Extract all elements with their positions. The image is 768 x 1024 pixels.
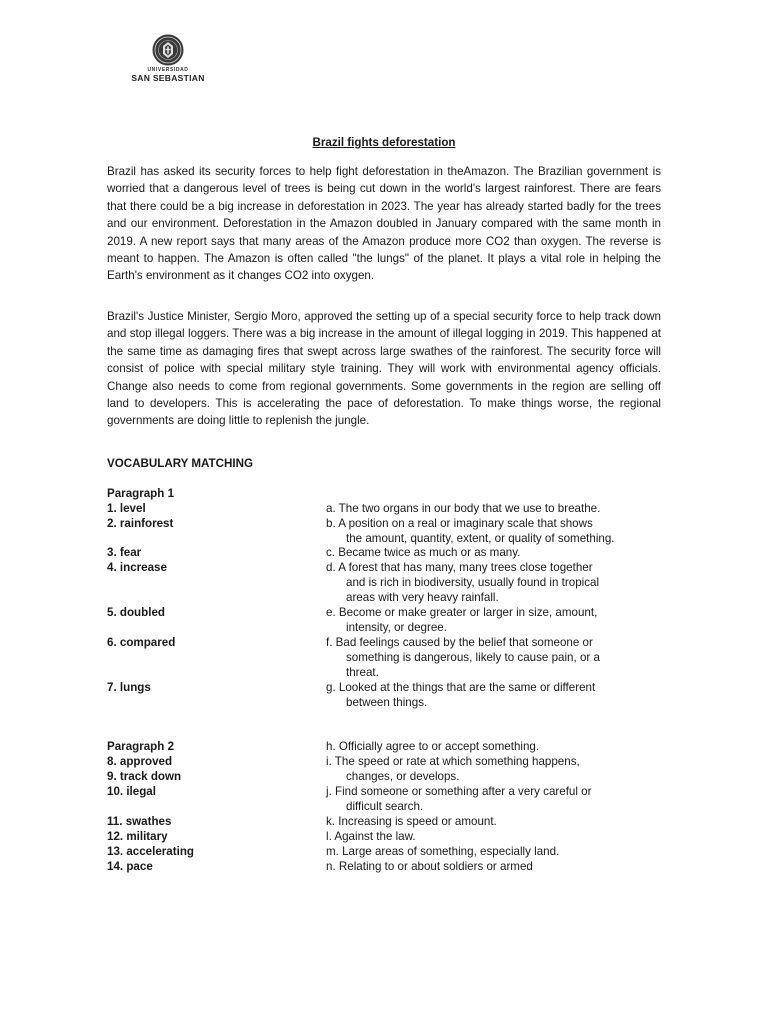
vocab-word: 5. doubled — [107, 606, 165, 619]
definition-line: intensity, or degree. — [346, 620, 447, 634]
vocab-word: 11. swathes — [107, 815, 172, 828]
definition-line: i. The speed or rate at which something happens, — [326, 755, 580, 768]
definition-i — [326, 755, 580, 785]
vocab-word: 4. increase — [107, 561, 167, 574]
definition-line: and is rich in biodiversity, usually found in tropical — [346, 575, 600, 589]
definition-line: k. Increasing is speed or amount. — [326, 815, 497, 828]
definition-line: changes, or develops. — [346, 769, 460, 783]
definition-line: the amount, quantity, extent, or quality of something. — [346, 531, 615, 545]
definition-d — [326, 561, 599, 606]
definition-line: a. The two organs in our body that we use to breathe. — [326, 502, 601, 515]
definition-b — [326, 517, 615, 547]
section-label-paragraph-1: Paragraph 1 — [107, 487, 175, 500]
definition-line: b. A position on a real or imaginary scale that shows — [326, 517, 593, 530]
definition-l — [326, 830, 416, 845]
definition-line: l. Against the law. — [326, 830, 416, 843]
definition-line: threat. — [346, 665, 379, 679]
definition-c — [326, 546, 520, 561]
vocab-word: 7. lungs — [107, 681, 151, 694]
vocab-word: 3. fear — [107, 546, 142, 559]
definition-line: areas with very heavy rainfall. — [346, 590, 499, 604]
definition-line: h. Officially agree to or accept something. — [326, 740, 540, 753]
definition-line: d. A forest that has many, many trees close together — [326, 561, 593, 574]
logo-text-main: SAN SEBASTIAN — [131, 73, 205, 83]
definition-line: f. Bad feelings caused by the belief that someone or — [326, 636, 593, 649]
vocab-word: 6. compared — [107, 636, 176, 649]
vocab-word: 14. pace — [107, 860, 153, 873]
definition-line: difficult search. — [346, 799, 424, 813]
definition-a — [326, 502, 600, 517]
definition-n — [326, 860, 533, 875]
vocab-word: 10. ilegal — [107, 785, 156, 798]
definition-line: between things. — [346, 695, 428, 709]
definition-g — [326, 681, 595, 711]
definition-line: j. Find someone or something after a very careful or — [326, 785, 592, 798]
university-seal-icon — [152, 34, 184, 66]
vocab-word: 13. accelerating — [107, 845, 195, 858]
definition-line: c. Became twice as much or as many. — [326, 546, 521, 559]
definition-f — [326, 636, 600, 681]
section-label-paragraph-2: Paragraph 2 — [107, 740, 175, 753]
vocab-word: 8. approved — [107, 755, 173, 768]
paragraph-2: Brazil's Justice Minister, Sergio Moro, approved the setting up of a special security force to help track down and stop illegal loggers. There was a big increase in the amount of illegal logging in 2019. This happened at the same time as damaging fires that swept across large swathes of the rainforest. The security force will consist of police with special military style training. They will work with environmental agency officials. Change also needs to come from regional governments. Some governments in the region are selling off land to developers. This is accelerating the pace of deforestation. To make things worse, the regional governments are doing little to replenish the jungle. — [107, 310, 661, 428]
vocab-word: 1. level — [107, 502, 146, 515]
definition-line: m. Large areas of something, especially land. — [326, 845, 560, 858]
university-logo — [122, 34, 214, 83]
definition-k — [326, 815, 497, 830]
vocabulary-heading: VOCABULARY MATCHING — [107, 457, 253, 470]
definition-h — [326, 740, 539, 755]
vocab-word: 2. rainforest — [107, 517, 174, 530]
definition-m — [326, 845, 559, 860]
definition-line: g. Looked at the things that are the same or different — [326, 681, 596, 694]
vocab-word: 9. track down — [107, 770, 182, 783]
definition-e — [326, 606, 597, 636]
definition-line: n. Relating to or about soldiers or armed — [326, 860, 533, 873]
vocab-word: 12. military — [107, 830, 168, 843]
definition-line: e. Become or make greater or larger in size, amount, — [326, 606, 598, 619]
definition-j — [326, 785, 592, 815]
document-title: Brazil fights deforestation — [312, 136, 456, 149]
paragraph-1: Brazil has asked its security forces to help fight deforestation in theAmazon. The Brazilian government is worried that a dangerous level of trees is being cut down in the world's largest rainforest. There are fears that there could be a big increase in deforestation in 2023. The year has already started badly for the trees and our environment. Deforestation in the Amazon doubled in January compared with the same month in 2019. A new report says that many areas of the Amazon produce more CO2 than oxygen. The reverse is meant to happen. The Amazon is often called "the lungs" of the planet. It plays a vital role in helping the Earth's environment as it changes CO2 into oxygen. — [107, 165, 661, 283]
logo-text-top: UNIVERSIDAD — [147, 67, 189, 73]
definition-line: something is dangerous, likely to cause pain, or a — [346, 650, 600, 664]
